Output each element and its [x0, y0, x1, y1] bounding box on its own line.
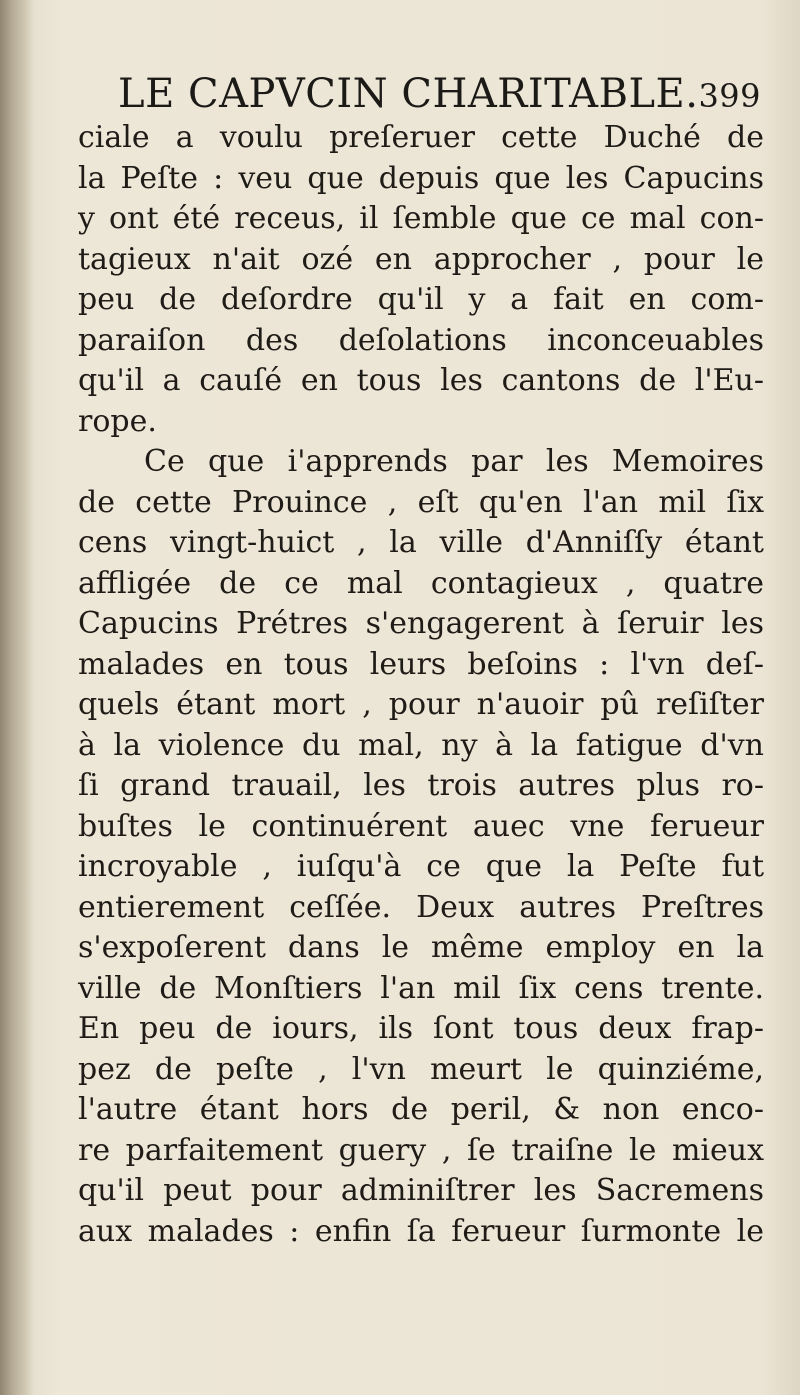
text-line: entierement ceſſée. Deux autres Preſtres [78, 889, 764, 925]
text-line: pez de peſte , l'vn meurt le quinziéme, [78, 1051, 764, 1087]
text-line: tagieux n'ait ozé en approcher , pour le [78, 241, 764, 277]
text-line: qu'il peut pour adminiſtrer les Sacremens [78, 1173, 764, 1208]
text-line: ciale a voulu preſeruer cette Duché de [78, 120, 764, 155]
running-title: LE CAPVCIN CHARITABLE. [118, 71, 699, 117]
text-line: aux malades : enfin ſa ferueur ſurmonte le [78, 1213, 764, 1249]
text-line: paraiſon des deſolations inconceuables [78, 322, 764, 358]
text-line: y ont été receus, il ſemble que ce mal con- [78, 201, 764, 236]
text-line: ville de Monſtiers l'an mil ſix cens trente. [78, 970, 764, 1006]
text-line: s'expoſerent dans le même employ en la [78, 930, 764, 965]
text-line: rope. [78, 403, 157, 439]
text-line: buſtes le continuérent auec vne ferueur [78, 808, 764, 844]
text-line: ſi grand trauail, les trois autres plus ro- [78, 768, 764, 803]
text-line: affligée de ce mal contagieux , quatre [78, 565, 764, 601]
text-line: quels étant mort , pour n'auoir pû reſiſter [78, 687, 764, 722]
text-line: de cette Prouince , eſt qu'en l'an mil ſix [78, 484, 764, 520]
text-line: la Peſte : veu que depuis que les Capucins [78, 160, 764, 196]
text-line: peu de deſordre qu'il y a fait en com- [78, 282, 764, 317]
text-line: re parfaitement guery , ſe traiſne le mieux [78, 1132, 764, 1168]
page-number: 399 [698, 77, 762, 115]
page-binding-edge [0, 0, 34, 1395]
text-line: l'autre étant hors de peril, & non enco- [78, 1092, 764, 1127]
text-line: à la violence du mal, ny à la fatigue d'vn [78, 727, 764, 763]
text-line: cens vingt-huict , la ville d'Anniſſy étant [78, 525, 764, 560]
text-line: En peu de iours, ils ſont tous deux frap- [78, 1011, 764, 1046]
body-text [78, 118, 764, 1252]
text-line: malades en tous leurs beſoins : l'vn deſ- [78, 646, 764, 682]
text-line: Capucins Prétres s'engagerent à ſeruir les [78, 606, 764, 641]
text-line: incroyable , iuſqu'à ce que la Peſte fut [78, 849, 764, 884]
running-header [118, 70, 761, 120]
text-line: Ce que i'apprends par les Memoires [144, 444, 764, 479]
text-line: qu'il a cauſé en tous les cantons de l'Eu- [78, 363, 764, 398]
